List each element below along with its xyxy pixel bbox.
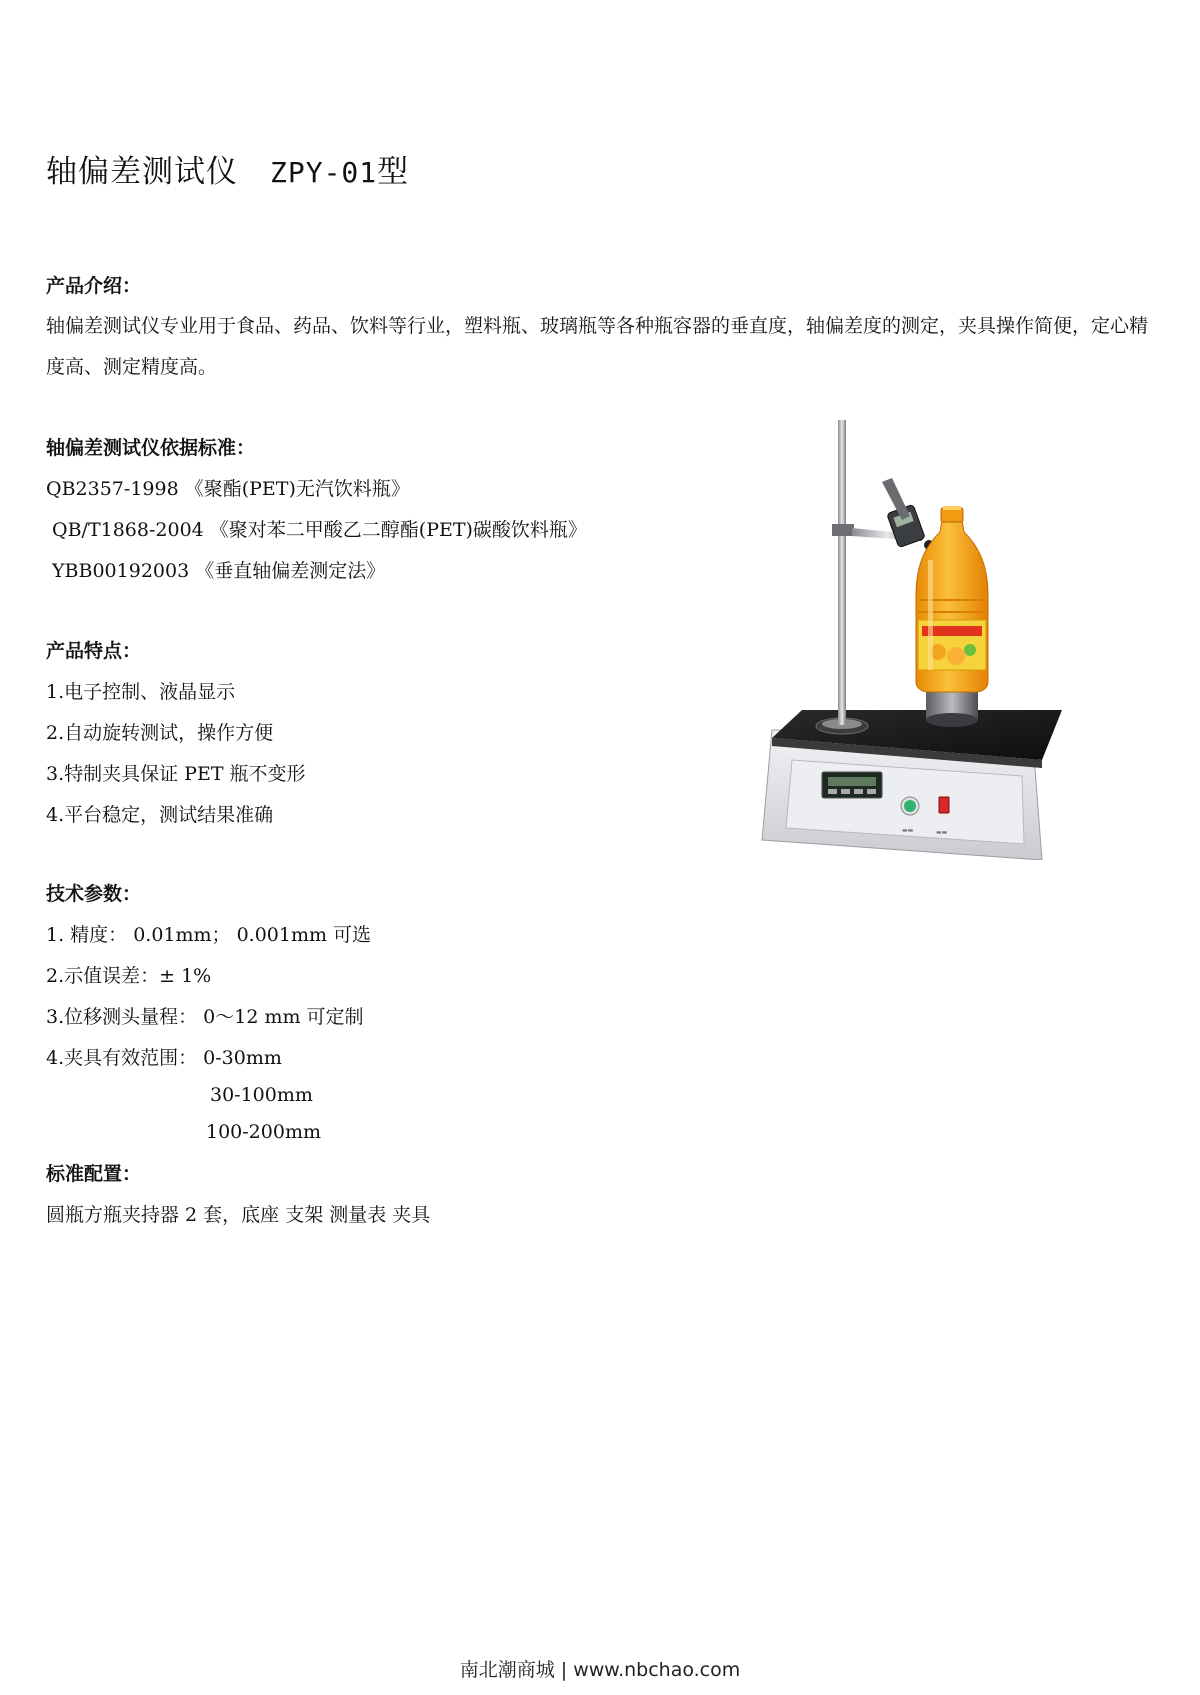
support-rod: [838, 420, 846, 725]
spec-range-item: 30-100mm: [210, 1084, 313, 1106]
specs-heading: 技术参数：: [46, 883, 142, 905]
feature-item: 2.自动旋转测试，操作方便: [46, 722, 274, 744]
config-text: 圆瓶方瓶夹持器 2 套，底座 支架 测量表 夹具: [46, 1204, 431, 1226]
svg-text:▬▬: ▬▬: [902, 827, 914, 834]
feature-item: 3.特制夹具保证 PET 瓶不变形: [46, 763, 306, 785]
product-image: [742, 420, 1082, 860]
standard-item: QB2357-1998 《聚酯(PET)无汽饮料瓶》: [46, 478, 410, 500]
product-model: ZPY-01: [270, 156, 378, 189]
svg-text:▬▬: ▬▬: [936, 829, 948, 836]
spec-item: 1. 精度： 0.01mm； 0.001mm 可选: [46, 924, 372, 946]
config-heading: 标准配置：: [46, 1163, 142, 1185]
feature-item: 1.电子控制、液晶显示: [46, 681, 236, 703]
features-heading: 产品特点：: [46, 640, 142, 662]
spec-range-item: 100-200mm: [206, 1121, 321, 1143]
page-title: [46, 146, 409, 191]
product-model-suffix: 型: [377, 154, 410, 190]
power-switch: [939, 797, 949, 813]
intro-heading: 产品介绍：: [46, 275, 142, 297]
product-name: 轴偏差测试仪: [46, 154, 238, 190]
standard-item: QB/T1868-2004 《聚对苯二甲酸乙二醇酯(PET)碳酸饮料瓶》: [52, 519, 587, 541]
start-button: [904, 800, 916, 812]
intro-text: 轴偏差测试仪专业用于食品、药品、饮料等行业，塑料瓶、玻璃瓶等各种瓶容器的垂直度，轴偏差度的测定，夹具操作简便，定心精度高、测定精度高。: [46, 315, 1149, 378]
footer-text: 南北潮商城 | www.nbchao.com: [459, 1659, 741, 1681]
standard-item: YBB00192003 《垂直轴偏差测定法》: [52, 560, 386, 582]
feature-item: 4.平台稳定，测试结果准确: [46, 804, 274, 826]
standards-heading: 轴偏差测试仪依据标准：: [46, 437, 256, 459]
spec-item: 3.位移测头量程： 0～12 mm 可定制: [46, 1006, 364, 1028]
spec-item: 4.夹具有效范围： 0-30mm: [46, 1047, 282, 1069]
spec-item: 2.示值误差：± 1%: [46, 965, 212, 987]
